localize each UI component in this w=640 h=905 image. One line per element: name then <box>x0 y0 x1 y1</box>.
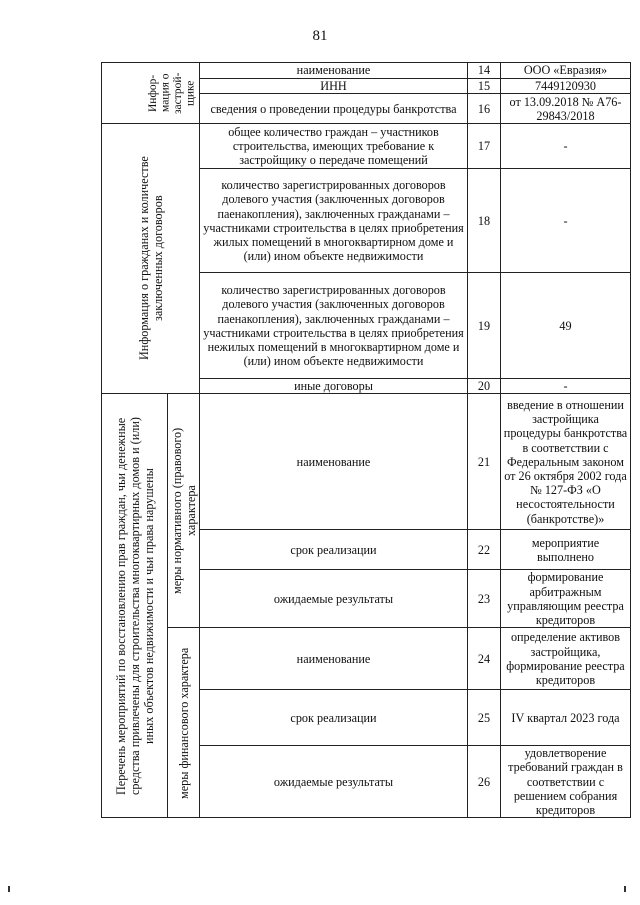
row-value: ООО «Евразия» <box>501 63 631 79</box>
row-label: общее количество граждан – участников строительства, имеющих требование к застройщику о передаче помещений <box>200 124 468 169</box>
row-label: количество зарегистрированных договоров долевого участия (заключенных договоров паенакопления), заключенных гражданами – участниками строительства в целях приобретения нежилых помещений в многоквартирном доме и (или) ином объекте недвижимости <box>200 273 468 379</box>
row-number: 22 <box>468 530 501 570</box>
row-number: 20 <box>468 379 501 394</box>
row-label: сведения о проведении процедуры банкротства <box>200 94 468 124</box>
row-value: IV квартал 2023 года <box>501 690 631 746</box>
row-label: наименование <box>200 63 468 79</box>
page-number: 81 <box>312 28 328 44</box>
group-label: Информация о гражданах и количестве заключенных договоров <box>136 156 165 361</box>
row-number: 18 <box>468 169 501 273</box>
group-measures <box>102 394 168 818</box>
row-number: 24 <box>468 628 501 690</box>
row-value: 49 <box>501 273 631 379</box>
row-value: введение в отношении застройщика процедуры банкротства в соответствии с Федеральным законом от 26 октября 2002 года № 127-ФЗ «О несостоятельности (банкротстве)» <box>501 394 631 530</box>
row-label: срок реализации <box>200 690 468 746</box>
row-number: 14 <box>468 63 501 79</box>
group-developer-info <box>102 63 200 124</box>
group-financial-measures <box>168 628 200 818</box>
row-label: иные договоры <box>200 379 468 394</box>
group-citizens-contracts <box>102 124 200 394</box>
row-label: наименование <box>200 394 468 530</box>
scan-mark <box>624 886 626 892</box>
group-label: Инфор- мация о застрой- щике <box>147 72 197 114</box>
row-number: 26 <box>468 746 501 818</box>
row-value: 7449120930 <box>501 79 631 94</box>
table-row <box>102 628 631 690</box>
row-value: определение активов застройщика, формирование реестра кредиторов <box>501 628 631 690</box>
table-row <box>102 63 631 79</box>
table-row <box>102 124 631 169</box>
row-label: количество зарегистрированных договоров долевого участия (заключенных договоров паенакопления), заключенных гражданами – участниками строительства в целях приобретения жилых помещений в многоквартирном доме и (или) ином объекте недвижимости <box>200 169 468 273</box>
row-number: 17 <box>468 124 501 169</box>
row-value: - <box>501 379 631 394</box>
row-value: формирование арбитражным управляющим реестра кредиторов <box>501 570 631 628</box>
row-label: наименование <box>200 628 468 690</box>
row-value: от 13.09.2018 № А76-29843/2018 <box>501 94 631 124</box>
row-label: ожидаемые результаты <box>200 746 468 818</box>
row-value: - <box>501 169 631 273</box>
row-label: ожидаемые результаты <box>200 570 468 628</box>
row-label: ИНН <box>200 79 468 94</box>
row-number: 15 <box>468 79 501 94</box>
row-number: 25 <box>468 690 501 746</box>
scan-mark <box>8 886 10 892</box>
table-row <box>102 394 631 530</box>
row-number: 19 <box>468 273 501 379</box>
row-number: 21 <box>468 394 501 530</box>
bankruptcy-info-table <box>101 62 631 818</box>
row-number: 23 <box>468 570 501 628</box>
group-label: Перечень мероприятий по восстановлению прав граждан, чьи денежные средства привлечены для строительства многоквартирных домов и (или) иных объектов недвижимости и чьи права нарушены <box>113 416 156 795</box>
row-number: 16 <box>468 94 501 124</box>
row-value: удовлетворение требований граждан в соответствии с решением собрания кредиторов <box>501 746 631 818</box>
row-label: срок реализации <box>200 530 468 570</box>
row-value: мероприятие выполнено <box>501 530 631 570</box>
row-value: - <box>501 124 631 169</box>
group-label: меры финансового характера <box>176 647 191 799</box>
group-legal-measures <box>168 394 200 628</box>
group-label: меры нормативного (правового) характера <box>169 427 198 594</box>
